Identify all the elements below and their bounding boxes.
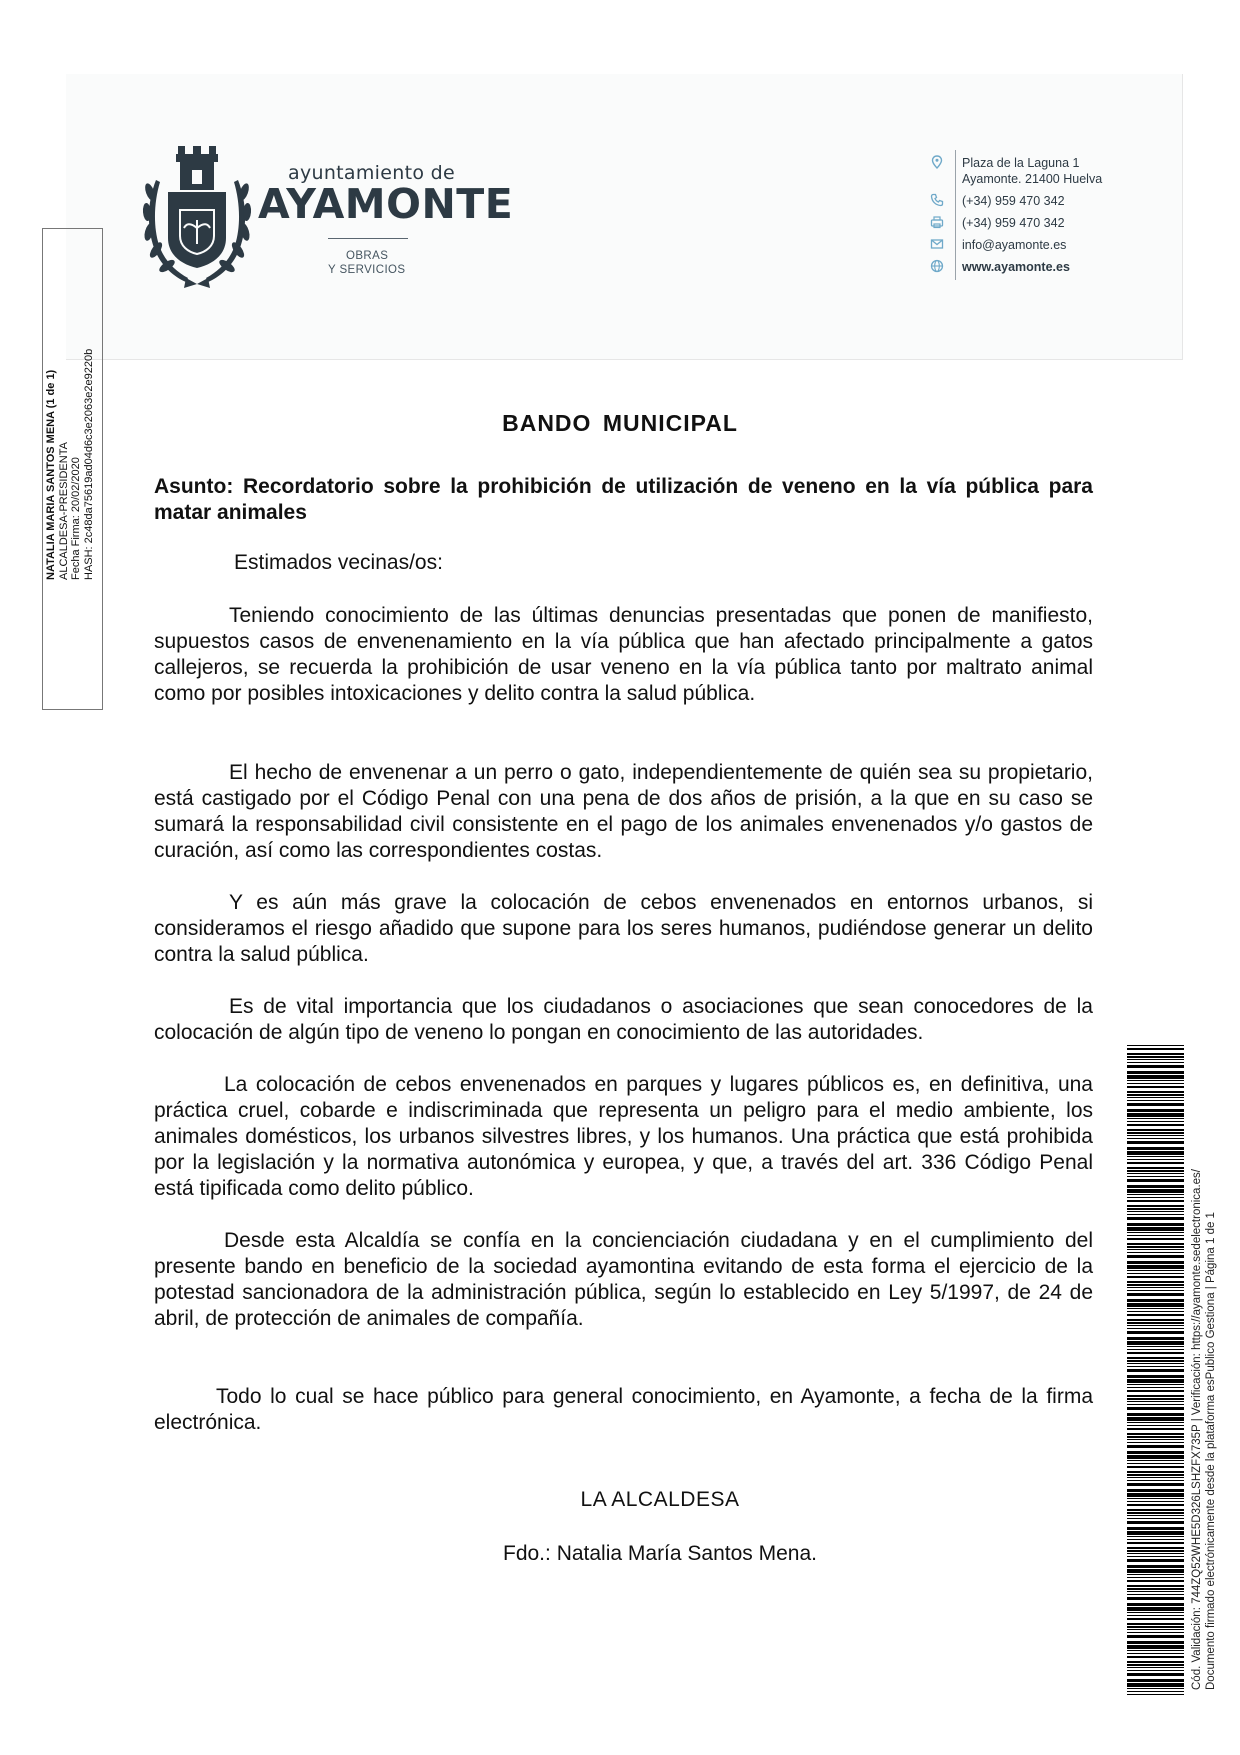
barcode-bar (1127, 1217, 1184, 1220)
barcode-bar (1127, 1227, 1184, 1231)
barcode-bar (1127, 1512, 1184, 1514)
barcode-bar (1127, 1159, 1184, 1160)
barcode-bar (1127, 1100, 1184, 1101)
barcode-bar (1127, 1667, 1184, 1668)
barcode-bar (1127, 1162, 1184, 1164)
barcode-bar (1127, 1252, 1184, 1253)
barcode-bar (1127, 1425, 1184, 1426)
barcode-bar (1127, 1398, 1184, 1400)
barcode-bar (1127, 1293, 1184, 1296)
address-line1: Plaza de la Laguna 1 (962, 156, 1080, 170)
barcode-bar (1127, 1442, 1184, 1443)
barcode-bar (1127, 1246, 1184, 1248)
barcode-bar (1127, 1407, 1184, 1410)
barcode-bar (1127, 1404, 1184, 1405)
barcode-bar (1127, 1670, 1184, 1671)
address-line2: Ayamonte. 21400 Huelva (962, 172, 1103, 186)
barcode-bar (1127, 1109, 1184, 1112)
globe-icon (930, 259, 944, 273)
barcode-bar (1127, 1118, 1184, 1119)
barcode-bar (1127, 1428, 1184, 1430)
barcode-bar (1127, 1661, 1184, 1663)
barcode-bar (1127, 1531, 1184, 1535)
contact-address (930, 155, 1102, 187)
department-line2: Y SERVICIOS (328, 264, 406, 276)
barcode-bar (1127, 1615, 1184, 1616)
barcode-bar (1127, 1197, 1184, 1198)
location-pin-icon (930, 155, 944, 169)
barcode-bar (1127, 1471, 1184, 1473)
brand-divider (328, 238, 408, 239)
barcode-bar (1127, 1194, 1184, 1195)
website-url: www.ayamonte.es (962, 260, 1070, 274)
barcode-bar (1127, 1559, 1184, 1562)
barcode-bar (1127, 1103, 1184, 1106)
barcode-bar (1127, 1413, 1184, 1416)
barcode-bar (1127, 1185, 1184, 1188)
barcode-bar (1127, 1569, 1184, 1573)
barcode-bar (1127, 1480, 1184, 1481)
barcode-bar (1127, 1331, 1184, 1334)
barcode-bar (1127, 1588, 1184, 1590)
paragraph-2: El hecho de envenenar a un perro o gato, independientemente de quién sea su propietario, está castigado por el Código Penal con una pena de dos años de prisión, a la que en su caso se sumará la responsabilidad civil consistente en el pago de los animales envenenados y/o gastos de curación, así como las correspondientes costas. (154, 761, 1093, 862)
barcode-bar (1127, 1509, 1184, 1511)
barcode-bar (1127, 1232, 1184, 1233)
barcode-bar (1127, 1493, 1184, 1497)
barcode-bar (1127, 1325, 1184, 1326)
barcode-bar (1127, 1132, 1184, 1134)
barcode-bar (1127, 1679, 1184, 1682)
barcode-bar (1127, 1094, 1184, 1096)
barcode-bar (1127, 1623, 1184, 1625)
paragraph-7: Todo lo cual se hace público para general conocimiento, en Ayamonte, a fecha de la firma electrónica. (154, 1385, 1093, 1434)
barcode-bar (1127, 1322, 1184, 1324)
barcode-bar (1127, 1553, 1184, 1554)
barcode-bar (1127, 1113, 1184, 1117)
signature-hash: HASH: 2c48da75619ad04d6c3e2063e2e9220b (82, 348, 95, 580)
paragraph-4: Es de vital importancia que los ciudadanos o asociaciones que sean conocedores de la colocación de algún tipo de veneno lo pongan en conocimiento de las autoridades. (154, 995, 1093, 1044)
barcode-bar (1127, 1135, 1184, 1136)
barcode-bar (1127, 1629, 1184, 1630)
signoff-name: Fdo.: Natalia María Santos Mena. (503, 1542, 817, 1565)
barcode-bar (1127, 1129, 1184, 1131)
barcode-bar (1127, 1045, 1184, 1046)
barcode-bar (1127, 1498, 1184, 1499)
email-address: info@ayamonte.es (962, 238, 1067, 252)
contact-email (930, 237, 1066, 253)
barcode-bar (1127, 1097, 1184, 1098)
contact-phone (930, 193, 1065, 209)
brand-small-text: ayuntamiento de (288, 162, 455, 184)
barcode-bar (1127, 1363, 1184, 1364)
barcode-bar (1127, 1379, 1184, 1383)
barcode-bar (1127, 1205, 1184, 1207)
barcode-bar (1127, 1369, 1184, 1372)
barcode-bar (1127, 1527, 1184, 1530)
barcode-bar (1127, 1075, 1184, 1079)
barcode-bar (1127, 1580, 1184, 1582)
barcode-bar (1127, 1463, 1184, 1464)
contact-web (930, 259, 1070, 275)
barcode-bar (1127, 1565, 1184, 1568)
barcode-bar (1127, 1281, 1184, 1283)
barcode-bar (1127, 1341, 1184, 1345)
barcode-bar (1127, 1170, 1184, 1172)
barcode-bar (1127, 1276, 1184, 1278)
signature-date: Fecha Firma: 20/02/2020 (70, 457, 82, 580)
barcode-bar (1127, 1460, 1184, 1461)
barcode-bar (1127, 1542, 1184, 1544)
signer-name: NATALIA MARIA SANTOS MENA (1 de 1) (45, 369, 57, 580)
barcode-bar (1127, 1059, 1184, 1060)
barcode-bar (1127, 1375, 1184, 1378)
barcode-bar (1127, 1422, 1184, 1423)
barcode-bar (1127, 1594, 1184, 1595)
barcode-bar (1127, 1080, 1184, 1081)
barcode-bar (1127, 1366, 1184, 1367)
barcode-bar (1127, 1138, 1184, 1139)
barcode-bar (1127, 1451, 1184, 1454)
barcode-bar (1127, 1556, 1184, 1557)
barcode-bar (1127, 1387, 1184, 1388)
fax-number: (+34) 959 470 342 (962, 216, 1065, 230)
barcode-bar (1127, 1071, 1184, 1074)
barcode-bar (1127, 1694, 1184, 1695)
barcode-bar (1127, 1357, 1184, 1359)
barcode-bar (1127, 1417, 1184, 1421)
barcode-bar (1127, 1255, 1184, 1258)
barcode-bar (1127, 1147, 1184, 1150)
barcode-bar (1127, 1518, 1184, 1519)
barcode-bar (1127, 1299, 1184, 1302)
barcode-bar (1127, 1653, 1184, 1654)
barcode-bar (1127, 1591, 1184, 1592)
barcode-bar (1127, 1048, 1184, 1050)
barcode-bar (1127, 1065, 1184, 1068)
barcode-bar (1127, 1626, 1184, 1628)
barcode-bar (1127, 1056, 1184, 1058)
barcode-bar (1127, 1504, 1184, 1506)
barcode-bar (1127, 1483, 1184, 1486)
barcode-bar (1127, 1284, 1184, 1286)
paragraph-6: Desde esta Alcaldía se confía en la concienciación ciudadana y en el cumplimiento del presente bando en beneficio de la sociedad ayamontina evitando de esta forma el ejercicio de la potestad sancionadora de la administración pública, según lo establecido en Ley 5/1997, de 24 de abril, de protección de animales de compañía. (154, 1229, 1093, 1330)
barcode-bar (1127, 1156, 1184, 1157)
verification-line2: Documento firmado electrónicamente desde la plataforma esPublico Gestiona | Página 1 de 1 (1205, 1212, 1217, 1690)
barcode-bar (1127, 1091, 1184, 1093)
barcode-bar (1127, 1261, 1184, 1264)
website (962, 259, 1070, 275)
barcode-bar (1127, 1208, 1184, 1210)
barcode-bar (1127, 1597, 1184, 1600)
barcode-bar (1127, 1200, 1184, 1202)
barcode-bar (1127, 1176, 1184, 1177)
barcode-bar (1127, 1515, 1184, 1516)
barcode-bar (1127, 1141, 1184, 1144)
barcode-bar (1127, 1062, 1184, 1063)
barcode-bar (1127, 1521, 1184, 1524)
barcode-bar (1127, 1311, 1184, 1312)
barcode-bar (1127, 1337, 1184, 1340)
ayamonte-crest-logo (142, 140, 252, 292)
barcode-bar (1127, 1650, 1184, 1651)
signoff-role: LA ALCALDESA (580, 1488, 740, 1511)
barcode-bar (1127, 1664, 1184, 1666)
phone-icon (930, 193, 944, 207)
barcode-bar (1127, 1167, 1184, 1169)
barcode-bar (1127, 1656, 1184, 1658)
paragraph-1: Teniendo conocimiento de las últimas denuncias presentadas que ponen de manifiesto, supuestos casos de envenenamiento en la vía pública que han afectado principalmente a gatos callejeros, se recuerda la prohibición de usar veneno en la vía pública tanto por maltrato animal como por posibles intoxicaciones y delito contra la salud pública. (154, 604, 1093, 705)
barcode-bar (1127, 1477, 1184, 1478)
barcode-bar (1127, 1489, 1184, 1492)
department-line1: OBRAS (346, 250, 389, 262)
greeting: Estimados vecinas/os: (234, 551, 443, 574)
barcode-bar (1127, 1270, 1184, 1271)
barcode-bar (1127, 1265, 1184, 1269)
brand-name: AYAMONTE (258, 180, 514, 228)
barcode-bar (1127, 1466, 1184, 1468)
barcode-bar (1127, 1618, 1184, 1620)
barcode-bar (1127, 1641, 1184, 1644)
barcode-bar (1127, 1547, 1184, 1549)
barcode-bar (1127, 1585, 1184, 1587)
barcode-bar (1127, 1151, 1184, 1155)
barcode-bar (1127, 1360, 1184, 1362)
barcode-bar (1127, 1290, 1184, 1291)
barcode-bar (1127, 1445, 1184, 1448)
barcode-bar (1127, 1223, 1184, 1226)
signer-role: ALCALDESA-PRESIDENTA (57, 442, 70, 580)
paragraph-5: La colocación de cebos envenenados en parques y lugares públicos es, en definitiva, una práctica cruel, cobarde e indiscriminada que representa un peligro para el medio ambiente, los animales domésticos, los urbanos silvestres libres, y los humanos. Una práctica que está prohibida por la legislación y la normativa autonómica y europea, y que, a través del art. 336 Código Penal está tipificada como delito público. (154, 1073, 1093, 1200)
barcode-bar (1127, 1439, 1184, 1440)
barcode-bar (1127, 1083, 1184, 1084)
verification-line1: Cód. Validación: 744ZQ52WHE5D326LSHZFX735P | Verificación: https://ayamonte.sedelectronica.es/ (1191, 1169, 1203, 1690)
barcode-bar (1127, 1053, 1184, 1055)
barcode-bar (1127, 1574, 1184, 1575)
barcode-bar (1127, 1179, 1184, 1182)
barcode-bar (1127, 1645, 1184, 1649)
barcode-bar (1127, 1352, 1184, 1354)
barcode-bar (1127, 1390, 1184, 1392)
barcode-bar (1127, 1635, 1184, 1638)
barcode-bar (1127, 1455, 1184, 1459)
barcode-bar (1127, 1607, 1184, 1611)
barcode-bar (1127, 1243, 1184, 1245)
mail-icon (930, 237, 944, 251)
barcode-bar (1127, 1673, 1184, 1676)
barcode-bar (1127, 1211, 1184, 1212)
barcode-bar (1127, 1173, 1184, 1174)
document-subject: Asunto: Recordatorio sobre la prohibición de utilización de veneno en la vía pública para matar animales (154, 475, 1093, 524)
barcode-bar (1127, 1536, 1184, 1537)
document-title: BANDO MUNICIPAL (502, 410, 738, 436)
barcode-bar (1127, 1384, 1184, 1385)
barcode-bar (1127, 1303, 1184, 1307)
barcode-bar (1127, 1308, 1184, 1309)
barcode-bar (1127, 1612, 1184, 1613)
barcode-bar (1127, 1691, 1184, 1692)
contact-fax (930, 215, 1065, 231)
barcode-bar (1127, 1683, 1184, 1687)
barcode-bar (1127, 1249, 1184, 1250)
barcode-bar (1127, 1328, 1184, 1329)
barcode-bar (1127, 1401, 1184, 1402)
barcode-bar (1127, 1474, 1184, 1476)
barcode-bar (1127, 1189, 1184, 1193)
barcode-bar (1127, 1577, 1184, 1578)
verification-text (1190, 990, 1218, 1690)
barcode-bar (1127, 1124, 1184, 1126)
barcode-bar (1127, 1550, 1184, 1552)
barcode-bar (1127, 1314, 1184, 1316)
barcode-bar (1127, 1273, 1184, 1274)
barcode-bar (1127, 1688, 1184, 1689)
barcode-bar (1127, 1235, 1184, 1236)
barcode-bar (1127, 1238, 1184, 1240)
barcode-bar (1127, 1086, 1184, 1088)
barcode-bar (1127, 1346, 1184, 1347)
barcode-bar (1127, 1214, 1184, 1215)
barcode-bar (1127, 1349, 1184, 1350)
validation-barcode (1127, 1045, 1184, 1695)
fax-icon (930, 215, 944, 229)
barcode-bar (1127, 1319, 1184, 1321)
barcode-bar (1127, 1433, 1184, 1435)
barcode-bar (1127, 1395, 1184, 1397)
barcode-bar (1127, 1632, 1184, 1633)
barcode-bar (1127, 1501, 1184, 1502)
barcode-bar (1127, 1603, 1184, 1606)
barcode-bar (1127, 1539, 1184, 1540)
barcode-bar (1127, 1436, 1184, 1438)
barcode-bar (1127, 1287, 1184, 1288)
paragraph-3: Y es aún más grave la colocación de cebos envenenados en entornos urbanos, si consideramos el riesgo añadido que supone para los seres humanos, pudiéndose generar un delito contra la salud pública. (154, 891, 1093, 966)
phone-number: (+34) 959 470 342 (962, 194, 1065, 208)
barcode-bar (1127, 1121, 1184, 1122)
